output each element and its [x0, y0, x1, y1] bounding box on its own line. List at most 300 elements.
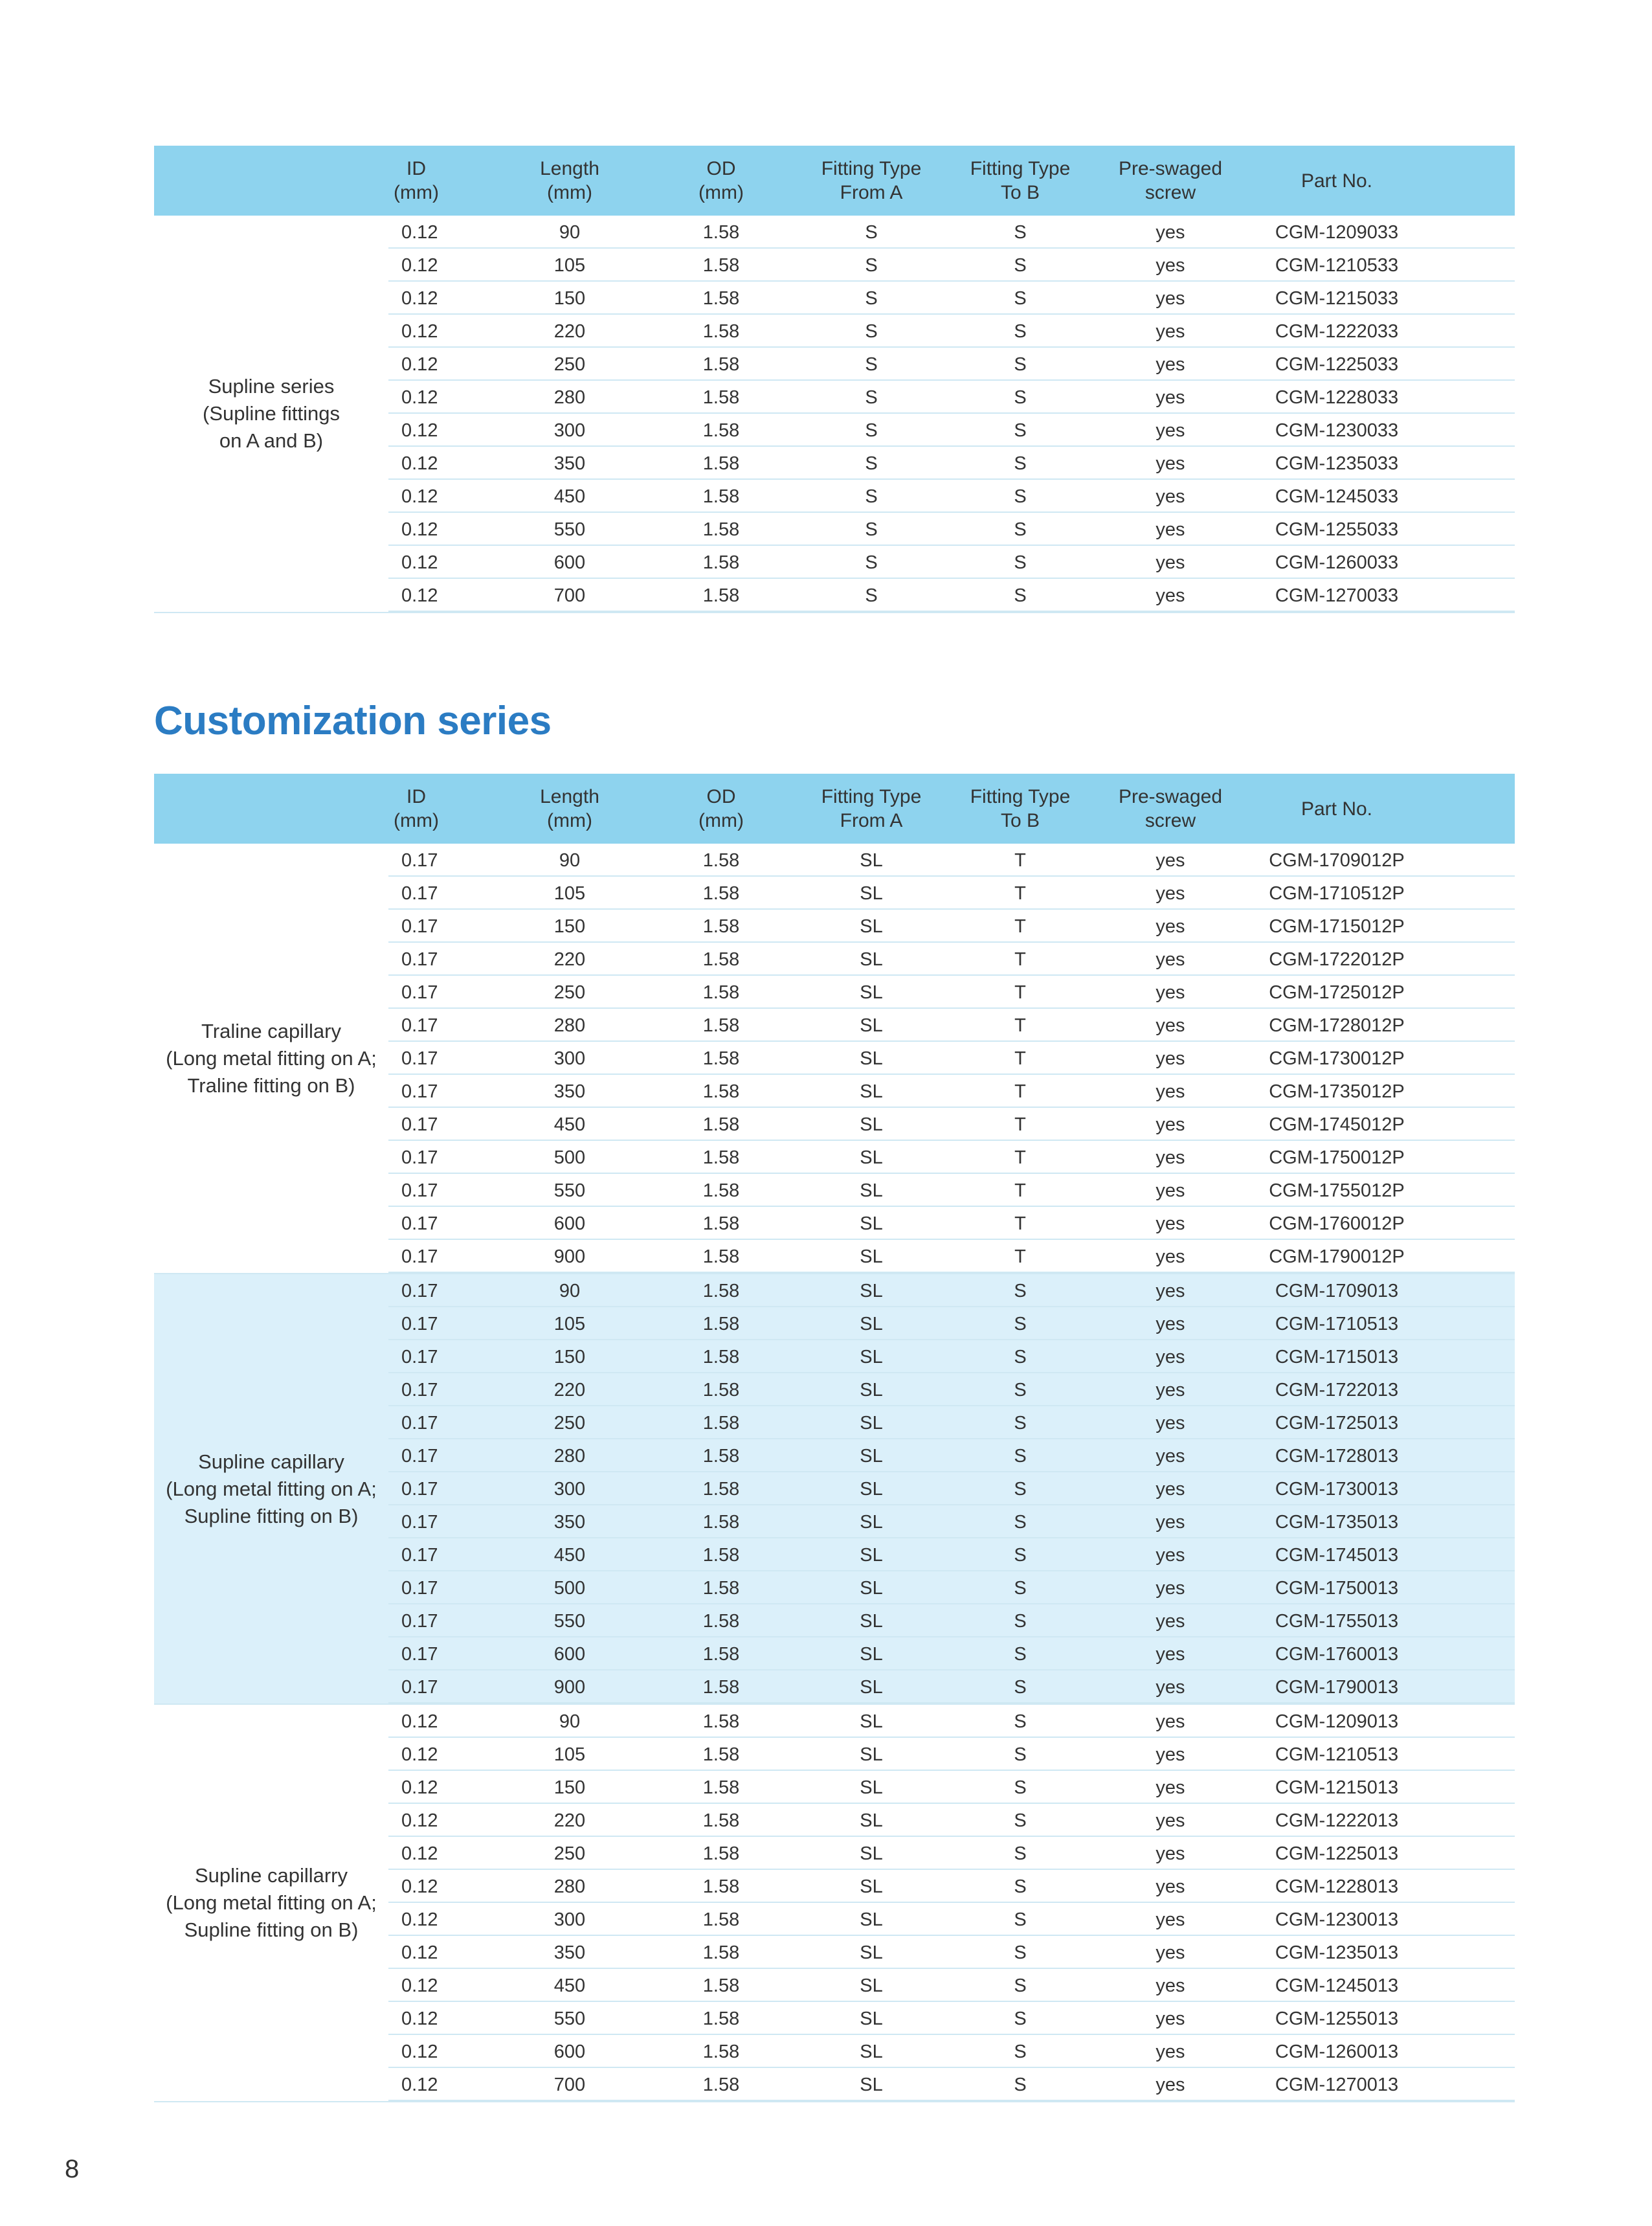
- cell-length: 105: [553, 883, 586, 904]
- cell-to_b: S: [1014, 1479, 1027, 1500]
- group-divider: [154, 612, 1515, 613]
- column-header-line: (mm): [698, 810, 744, 831]
- cell-screw: yes: [1155, 1048, 1185, 1069]
- cell-length: 600: [553, 1213, 586, 1234]
- cell-screw: yes: [1155, 1777, 1185, 1798]
- cell-part: CGM-1730012P: [1269, 1048, 1405, 1069]
- cell-part: CGM-1210533: [1275, 255, 1399, 276]
- table-row: [388, 1373, 1515, 1406]
- cell-to_b: S: [1014, 222, 1027, 243]
- cell-length: 280: [553, 1446, 586, 1467]
- column-header-line: OD: [706, 786, 736, 807]
- cell-from_a: SL: [860, 916, 883, 937]
- cell-length: 220: [553, 1810, 586, 1831]
- cell-od: 1.58: [702, 288, 740, 309]
- cell-id: 0.17: [401, 1611, 438, 1632]
- table-row: [388, 1472, 1515, 1505]
- cell-from_a: SL: [860, 1281, 883, 1301]
- cell-screw: yes: [1155, 222, 1185, 243]
- cell-to_b: S: [1014, 354, 1027, 375]
- cell-to_b: S: [1014, 255, 1027, 276]
- cell-screw: yes: [1155, 1512, 1185, 1533]
- cell-part: CGM-1255033: [1275, 519, 1399, 540]
- table-row: [388, 1108, 1515, 1141]
- cell-length: 90: [559, 850, 581, 871]
- cell-from_a: SL: [860, 1876, 883, 1897]
- cell-part: CGM-1760012P: [1269, 1213, 1405, 1234]
- cell-length: 300: [553, 1479, 586, 1500]
- column-header-from_a: [821, 146, 922, 216]
- cell-from_a: SL: [860, 1246, 883, 1267]
- cell-from_a: SL: [860, 1611, 883, 1632]
- cell-to_b: T: [1014, 1213, 1026, 1234]
- cell-part: CGM-1215013: [1275, 1777, 1399, 1798]
- table-row: [388, 249, 1515, 282]
- cell-id: 0.12: [401, 2008, 438, 2029]
- cell-length: 450: [553, 1975, 586, 1996]
- cell-from_a: S: [865, 387, 878, 408]
- group-label-text: Supline capillarry (Long metal fitting on A; Supline fitting on B): [166, 1864, 377, 1941]
- cell-to_b: S: [1014, 1380, 1027, 1400]
- cell-od: 1.58: [702, 1843, 740, 1864]
- cell-id: 0.12: [401, 453, 438, 474]
- cell-length: 900: [553, 1677, 586, 1698]
- cell-to_b: S: [1014, 519, 1027, 540]
- cell-screw: yes: [1155, 585, 1185, 606]
- cell-id: 0.12: [401, 486, 438, 507]
- cell-id: 0.17: [401, 949, 438, 970]
- cell-to_b: S: [1014, 420, 1027, 441]
- cell-length: 150: [553, 916, 586, 937]
- cell-from_a: SL: [860, 1578, 883, 1599]
- cell-to_b: T: [1014, 883, 1026, 904]
- cell-screw: yes: [1155, 1015, 1185, 1036]
- group-label-text: Traline capillary (Long metal fitting on A; Traline fitting on B): [166, 1019, 377, 1097]
- cell-length: 550: [553, 519, 586, 540]
- cell-length: 550: [553, 1611, 586, 1632]
- group-label: [154, 844, 388, 1273]
- cell-to_b: S: [1014, 1876, 1027, 1897]
- cell-od: 1.58: [702, 1347, 740, 1367]
- cell-od: 1.58: [702, 916, 740, 937]
- table-row: [388, 1505, 1515, 1538]
- cell-length: 700: [553, 2074, 586, 2095]
- column-header-line: To B: [1000, 182, 1040, 203]
- cell-to_b: T: [1014, 1246, 1026, 1267]
- column-header-line: (mm): [547, 182, 592, 203]
- cell-id: 0.17: [401, 1015, 438, 1036]
- cell-screw: yes: [1155, 850, 1185, 871]
- cell-screw: yes: [1155, 2041, 1185, 2062]
- cell-from_a: SL: [860, 1015, 883, 1036]
- cell-to_b: T: [1014, 1180, 1026, 1201]
- table-row: [388, 1307, 1515, 1340]
- cell-part: CGM-1725012P: [1269, 982, 1405, 1003]
- table-row: [388, 1174, 1515, 1207]
- cell-od: 1.58: [702, 321, 740, 342]
- column-header-line: Fitting Type: [821, 158, 922, 179]
- column-header-line: To B: [1000, 810, 1040, 831]
- cell-from_a: S: [865, 222, 878, 243]
- cell-screw: yes: [1155, 2008, 1185, 2029]
- cell-od: 1.58: [702, 1147, 740, 1168]
- cell-part: CGM-1728013: [1275, 1446, 1399, 1467]
- page-number: 8: [65, 2155, 80, 2183]
- cell-id: 0.17: [401, 1446, 438, 1467]
- cell-from_a: S: [865, 321, 878, 342]
- cell-part: CGM-1222013: [1275, 1810, 1399, 1831]
- cell-from_a: SL: [860, 2008, 883, 2029]
- cell-to_b: S: [1014, 1677, 1027, 1698]
- table-row: [388, 546, 1515, 579]
- cell-from_a: S: [865, 519, 878, 540]
- cell-screw: yes: [1155, 486, 1185, 507]
- column-header-line: From A: [840, 810, 903, 831]
- table-row: [388, 1637, 1515, 1670]
- cell-length: 250: [553, 1413, 586, 1433]
- cell-id: 0.12: [401, 2074, 438, 2095]
- cell-length: 300: [553, 1048, 586, 1069]
- table-row: [388, 1141, 1515, 1174]
- cell-od: 1.58: [702, 222, 740, 243]
- cell-screw: yes: [1155, 916, 1185, 937]
- group-divider: [154, 2101, 1515, 2102]
- cell-length: 600: [553, 552, 586, 573]
- column-header-part: [1301, 774, 1372, 844]
- table-row: [388, 1538, 1515, 1571]
- cell-screw: yes: [1155, 255, 1185, 276]
- cell-id: 0.12: [401, 585, 438, 606]
- cell-part: CGM-1735012P: [1269, 1081, 1405, 1102]
- cell-screw: yes: [1155, 1876, 1185, 1897]
- cell-to_b: S: [1014, 1975, 1027, 1996]
- cell-screw: yes: [1155, 1744, 1185, 1765]
- cell-from_a: S: [865, 354, 878, 375]
- cell-length: 150: [553, 288, 586, 309]
- column-header-line: Part No.: [1300, 798, 1373, 820]
- table-group: [154, 1274, 1515, 1703]
- cell-od: 1.58: [702, 420, 740, 441]
- table-row: [388, 1870, 1515, 1903]
- cell-from_a: SL: [860, 1380, 883, 1400]
- table-row: [388, 1936, 1515, 1969]
- cell-id: 0.17: [401, 1314, 438, 1334]
- cell-id: 0.17: [401, 1578, 438, 1599]
- table-row: [388, 1670, 1515, 1703]
- cell-length: 600: [553, 2041, 586, 2062]
- cell-to_b: T: [1014, 1048, 1026, 1069]
- cell-to_b: S: [1014, 552, 1027, 573]
- cell-from_a: SL: [860, 1644, 883, 1665]
- cell-screw: yes: [1155, 1578, 1185, 1599]
- group-label-text: Supline capillary (Long metal fitting on A; Supline fitting on B): [166, 1450, 377, 1527]
- cell-od: 1.58: [702, 387, 740, 408]
- cell-from_a: SL: [860, 982, 883, 1003]
- cell-od: 1.58: [702, 1314, 740, 1334]
- cell-id: 0.17: [401, 916, 438, 937]
- cell-id: 0.12: [401, 1711, 438, 1732]
- table-row: [388, 1207, 1515, 1240]
- cell-length: 300: [553, 420, 586, 441]
- cell-screw: yes: [1155, 453, 1185, 474]
- cell-od: 1.58: [702, 2008, 740, 2029]
- cell-screw: yes: [1155, 1314, 1185, 1334]
- cell-id: 0.12: [401, 321, 438, 342]
- cell-length: 250: [553, 982, 586, 1003]
- cell-length: 700: [553, 585, 586, 606]
- cell-screw: yes: [1155, 1909, 1185, 1930]
- table-row: [388, 447, 1515, 480]
- cell-part: CGM-1722012P: [1269, 949, 1405, 970]
- cell-screw: yes: [1155, 519, 1185, 540]
- cell-screw: yes: [1155, 1380, 1185, 1400]
- cell-id: 0.17: [401, 1347, 438, 1367]
- cell-from_a: SL: [860, 2074, 883, 2095]
- cell-part: CGM-1750013: [1275, 1578, 1399, 1599]
- column-header-od: [698, 146, 744, 216]
- cell-length: 300: [553, 1909, 586, 1930]
- cell-part: CGM-1225033: [1275, 354, 1399, 375]
- table-row: [388, 282, 1515, 315]
- cell-part: CGM-1209033: [1275, 222, 1399, 243]
- cell-id: 0.17: [401, 1512, 438, 1533]
- table-row: [388, 348, 1515, 381]
- cell-id: 0.17: [401, 1545, 438, 1566]
- cell-part: CGM-1755013: [1275, 1611, 1399, 1632]
- cell-part: CGM-1230033: [1275, 420, 1399, 441]
- cell-od: 1.58: [702, 1380, 740, 1400]
- cell-od: 1.58: [702, 1744, 740, 1765]
- table-row: [388, 1340, 1515, 1373]
- cell-id: 0.12: [401, 255, 438, 276]
- cell-id: 0.17: [401, 1281, 438, 1301]
- cell-od: 1.58: [702, 1213, 740, 1234]
- cell-screw: yes: [1155, 1446, 1185, 1467]
- column-header-screw: [1119, 774, 1222, 844]
- group-rows: [388, 1705, 1515, 2101]
- group-label: [154, 1705, 388, 2101]
- cell-id: 0.12: [401, 354, 438, 375]
- cell-to_b: S: [1014, 1413, 1027, 1433]
- cell-length: 220: [553, 1380, 586, 1400]
- column-header-line: screw: [1144, 810, 1196, 831]
- cell-id: 0.17: [401, 1213, 438, 1234]
- cell-id: 0.12: [401, 552, 438, 573]
- cell-length: 450: [553, 486, 586, 507]
- cell-from_a: SL: [860, 1711, 883, 1732]
- cell-to_b: S: [1014, 1942, 1027, 1963]
- cell-from_a: SL: [860, 1909, 883, 1930]
- cell-length: 105: [553, 255, 586, 276]
- cell-from_a: SL: [860, 1677, 883, 1698]
- cell-to_b: T: [1014, 1114, 1026, 1135]
- cell-to_b: S: [1014, 1843, 1027, 1864]
- cell-length: 150: [553, 1777, 586, 1798]
- table-row: [388, 877, 1515, 910]
- cell-id: 0.17: [401, 1180, 438, 1201]
- cell-to_b: S: [1014, 1644, 1027, 1665]
- cell-length: 450: [553, 1545, 586, 1566]
- cell-from_a: SL: [860, 1347, 883, 1367]
- cell-od: 1.58: [702, 1512, 740, 1533]
- cell-screw: yes: [1155, 1711, 1185, 1732]
- table-row: [388, 414, 1515, 447]
- cell-from_a: SL: [860, 1048, 883, 1069]
- column-header-line: OD: [706, 158, 736, 179]
- cell-od: 1.58: [702, 1942, 740, 1963]
- cell-to_b: S: [1014, 1777, 1027, 1798]
- cell-from_a: SL: [860, 2041, 883, 2062]
- cell-part: CGM-1709013: [1275, 1281, 1399, 1301]
- cell-part: CGM-1745012P: [1269, 1114, 1405, 1135]
- cell-to_b: T: [1014, 916, 1026, 937]
- cell-od: 1.58: [702, 1114, 740, 1135]
- cell-to_b: S: [1014, 2008, 1027, 2029]
- cell-to_b: S: [1014, 453, 1027, 474]
- cell-to_b: S: [1014, 1347, 1027, 1367]
- cell-part: CGM-1730013: [1275, 1479, 1399, 1500]
- table-row: [388, 513, 1515, 546]
- group-label: [154, 1274, 388, 1703]
- cell-part: CGM-1710513: [1275, 1314, 1399, 1334]
- cell-od: 1.58: [702, 1810, 740, 1831]
- cell-part: CGM-1760013: [1275, 1644, 1399, 1665]
- cell-from_a: SL: [860, 1081, 883, 1102]
- cell-from_a: S: [865, 585, 878, 606]
- cell-from_a: SL: [860, 1114, 883, 1135]
- cell-screw: yes: [1155, 1611, 1185, 1632]
- cell-to_b: T: [1014, 1147, 1026, 1168]
- cell-to_b: S: [1014, 1810, 1027, 1831]
- cell-to_b: T: [1014, 949, 1026, 970]
- cell-screw: yes: [1155, 949, 1185, 970]
- cell-length: 350: [553, 453, 586, 474]
- cell-id: 0.12: [401, 1777, 438, 1798]
- cell-screw: yes: [1155, 1347, 1185, 1367]
- cell-screw: yes: [1155, 1810, 1185, 1831]
- cell-part: CGM-1745013: [1275, 1545, 1399, 1566]
- cell-od: 1.58: [702, 255, 740, 276]
- cell-from_a: S: [865, 552, 878, 573]
- table-row: [388, 943, 1515, 976]
- cell-from_a: SL: [860, 1314, 883, 1334]
- column-header-line: ID: [407, 786, 426, 807]
- table-row: [388, 1075, 1515, 1108]
- cell-part: CGM-1245013: [1275, 1975, 1399, 1996]
- cell-to_b: S: [1014, 486, 1027, 507]
- table-row: [388, 2002, 1515, 2035]
- cell-od: 1.58: [702, 1644, 740, 1665]
- group-rows: [388, 844, 1515, 1273]
- cell-id: 0.17: [401, 1048, 438, 1069]
- cell-screw: yes: [1155, 1942, 1185, 1963]
- table-row: [388, 1274, 1515, 1307]
- cell-od: 1.58: [702, 2041, 740, 2062]
- cell-from_a: S: [865, 486, 878, 507]
- cell-part: CGM-1230013: [1275, 1909, 1399, 1930]
- cell-od: 1.58: [702, 1909, 740, 1930]
- table-row: [388, 844, 1515, 877]
- cell-part: CGM-1790013: [1275, 1677, 1399, 1698]
- table-row: [388, 480, 1515, 513]
- cell-od: 1.58: [702, 1081, 740, 1102]
- cell-part: CGM-1245033: [1275, 486, 1399, 507]
- cell-to_b: T: [1014, 982, 1026, 1003]
- table-row: [388, 1903, 1515, 1936]
- cell-screw: yes: [1155, 1545, 1185, 1566]
- cell-screw: yes: [1155, 288, 1185, 309]
- cell-od: 1.58: [702, 1611, 740, 1632]
- table-row: [388, 315, 1515, 348]
- cell-from_a: SL: [860, 1147, 883, 1168]
- cell-length: 105: [553, 1314, 586, 1334]
- cell-screw: yes: [1155, 1180, 1185, 1201]
- table-row: [388, 216, 1515, 249]
- table-header: [154, 774, 1515, 844]
- cell-od: 1.58: [702, 850, 740, 871]
- cell-screw: yes: [1155, 1213, 1185, 1234]
- cell-screw: yes: [1155, 1246, 1185, 1267]
- column-header-part: [1301, 146, 1372, 216]
- cell-id: 0.12: [401, 288, 438, 309]
- cell-od: 1.58: [702, 883, 740, 904]
- cell-od: 1.58: [702, 1876, 740, 1897]
- cell-screw: yes: [1155, 1479, 1185, 1500]
- cell-part: CGM-1235033: [1275, 453, 1399, 474]
- table-row: [388, 1439, 1515, 1472]
- cell-id: 0.17: [401, 1677, 438, 1698]
- cell-part: CGM-1755012P: [1269, 1180, 1405, 1201]
- table-row: [388, 1705, 1515, 1738]
- cell-screw: yes: [1155, 1114, 1185, 1135]
- customization-series-table: [154, 774, 1515, 2102]
- column-header-id: [394, 774, 439, 844]
- cell-to_b: S: [1014, 585, 1027, 606]
- cell-to_b: S: [1014, 321, 1027, 342]
- cell-from_a: SL: [860, 1512, 883, 1533]
- cell-od: 1.58: [702, 2074, 740, 2095]
- cell-from_a: S: [865, 420, 878, 441]
- cell-from_a: S: [865, 288, 878, 309]
- column-header-line: ID: [407, 158, 426, 179]
- table-row: [388, 1009, 1515, 1042]
- cell-part: CGM-1710512P: [1269, 883, 1405, 904]
- column-header-line: (mm): [547, 810, 592, 831]
- column-header-to_b: [970, 146, 1071, 216]
- cell-length: 90: [559, 1281, 581, 1301]
- cell-length: 250: [553, 354, 586, 375]
- cell-length: 350: [553, 1512, 586, 1533]
- cell-od: 1.58: [702, 1413, 740, 1433]
- table-group: [154, 844, 1515, 1273]
- cell-from_a: SL: [860, 883, 883, 904]
- cell-length: 250: [553, 1843, 586, 1864]
- cell-id: 0.12: [401, 1909, 438, 1930]
- cell-od: 1.58: [702, 1180, 740, 1201]
- cell-length: 350: [553, 1081, 586, 1102]
- cell-length: 105: [553, 1744, 586, 1765]
- cell-od: 1.58: [702, 1545, 740, 1566]
- cell-id: 0.12: [401, 1975, 438, 1996]
- cell-part: CGM-1709012P: [1269, 850, 1405, 871]
- cell-length: 500: [553, 1578, 586, 1599]
- column-header-line: Part No.: [1300, 170, 1373, 192]
- cell-part: CGM-1225013: [1275, 1843, 1399, 1864]
- cell-id: 0.17: [401, 1147, 438, 1168]
- cell-from_a: SL: [860, 1744, 883, 1765]
- cell-to_b: S: [1014, 1611, 1027, 1632]
- cell-from_a: SL: [860, 1545, 883, 1566]
